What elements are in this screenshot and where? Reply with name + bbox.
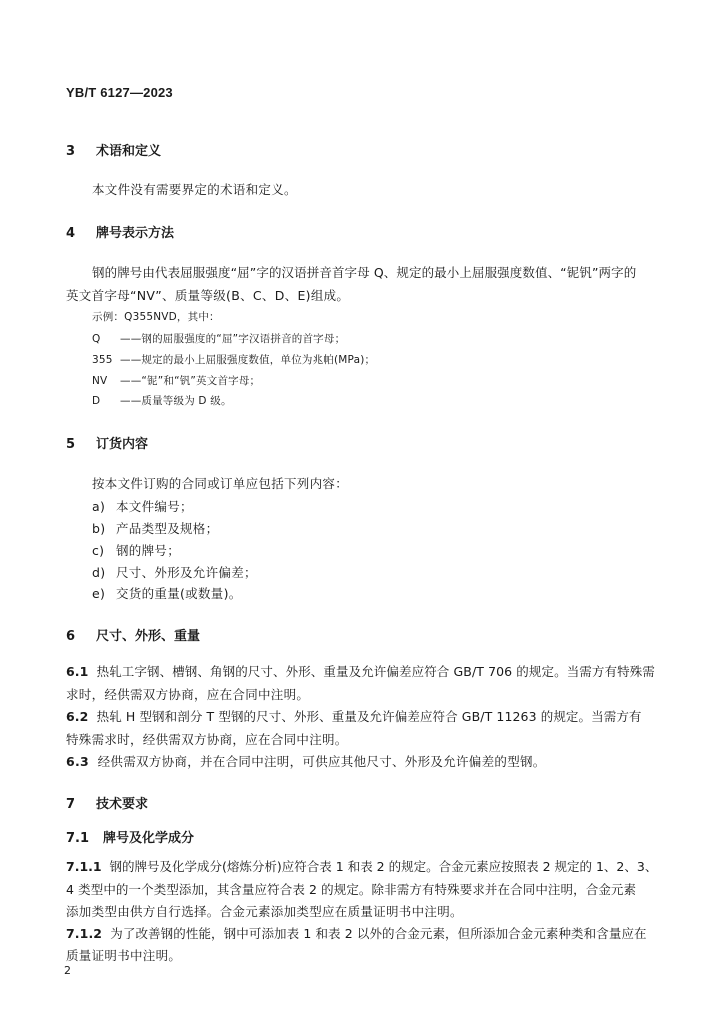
clause-7-1-1-line-3: 添加类型由供方自行选择。合金元素添加类型应在质量证明书中注明。 bbox=[66, 904, 463, 919]
example-key-row bbox=[92, 331, 345, 346]
list-item bbox=[92, 584, 242, 602]
section-6-heading bbox=[66, 625, 200, 644]
example-key-row bbox=[92, 373, 260, 388]
section-7-1-heading bbox=[66, 827, 194, 846]
section-3-text: 本文件没有需要界定的术语和定义。 bbox=[92, 182, 297, 197]
clause-7-1-1-line-1 bbox=[66, 857, 657, 875]
key-symbol: Q bbox=[92, 333, 101, 345]
clause-7-1-2-line-2: 质量证明书中注明。 bbox=[66, 948, 182, 963]
clause-7-1-2-line-1 bbox=[66, 924, 647, 942]
clause-text: 热轧 H 型钢和剖分 T 型钢的尺寸、外形、重量及允许偏差应符合 GB/T 11263 的规定。当需方有 bbox=[96, 709, 642, 724]
list-text: 本文件编号； bbox=[116, 499, 193, 514]
section-number: 7 bbox=[66, 797, 76, 812]
page-number: 2 bbox=[64, 964, 71, 977]
section-title: 订货内容 bbox=[96, 437, 149, 452]
section-number: 6 bbox=[66, 629, 76, 644]
order-intro: 按本文件订购的合同或订单应包括下列内容： bbox=[92, 476, 349, 491]
list-label: d) bbox=[92, 565, 106, 580]
clause-6-2-line-2: 特殊需求时，经供需双方协商，应在合同中注明。 bbox=[66, 732, 348, 747]
example-label: 示例：Q355NVD，其中： bbox=[92, 311, 220, 323]
subsection-number: 7.1 bbox=[66, 831, 90, 846]
section-number: 3 bbox=[66, 144, 76, 159]
section-title: 技术要求 bbox=[96, 797, 149, 812]
list-item bbox=[92, 541, 180, 559]
clause-text: 为了改善钢的性能，钢中可添加表 1 和表 2 以外的合金元素，但所添加合金元素种类和含量应在 bbox=[110, 926, 647, 941]
list-label: b) bbox=[92, 521, 106, 536]
standard-code: YB/T 6127—2023 bbox=[66, 85, 173, 100]
clause-text: 热轧工字钢、槽钢、角钢的尺寸、外形、重量及允许偏差应符合 GB/T 706 的规定。当需方有特殊需 bbox=[96, 664, 655, 679]
key-symbol: NV bbox=[92, 375, 108, 387]
list-text: 钢的牌号； bbox=[116, 543, 181, 558]
section-title: 尺寸、外形、重量 bbox=[96, 629, 201, 644]
clause-number: 6.2 bbox=[66, 709, 89, 724]
list-item bbox=[92, 563, 257, 581]
list-item bbox=[92, 497, 193, 515]
clause-number: 7.1.1 bbox=[66, 859, 102, 874]
list-label: a) bbox=[92, 499, 106, 514]
list-item bbox=[92, 519, 218, 537]
clause-number: 7.1.2 bbox=[66, 926, 103, 941]
section-title: 术语和定义 bbox=[96, 144, 162, 159]
list-label: c) bbox=[92, 543, 105, 558]
list-text: 产品类型及规格； bbox=[116, 521, 219, 536]
subsection-title: 牌号及化学成分 bbox=[103, 831, 195, 846]
section-number: 5 bbox=[66, 437, 76, 452]
section-7-heading bbox=[66, 793, 148, 812]
section-4-heading bbox=[66, 222, 174, 241]
clause-7-1-1-line-2: 4 类型中的一个类型添加，其含量应符合表 2 的规定。除非需方有特殊要求并在合同中注明，合金元素 bbox=[66, 882, 637, 897]
section-title: 牌号表示方法 bbox=[96, 226, 175, 241]
section-5-heading bbox=[66, 433, 148, 452]
section-4-para-line-1: 钢的牌号由代表屈服强度“屈”字的汉语拼音首字母 Q、规定的最小上屈服强度数值、“铌钒”两字的 bbox=[92, 265, 637, 280]
clause-number: 6.1 bbox=[66, 664, 89, 679]
key-description: ——质量等级为 D 级。 bbox=[120, 395, 232, 407]
key-description: ——规定的最小上屈服强度数值，单位为兆帕(MPa)； bbox=[120, 354, 376, 366]
list-label: e) bbox=[92, 586, 106, 601]
key-symbol: D bbox=[92, 395, 101, 407]
example-key-row bbox=[92, 352, 375, 367]
section-4-para-line-2: 英文首字母“NV”、质量等级(B、C、D、E)组成。 bbox=[66, 288, 350, 303]
key-symbol: 355 bbox=[92, 354, 113, 366]
clause-6-1-line-1 bbox=[66, 662, 655, 680]
list-text: 交货的重量(或数量)。 bbox=[116, 586, 242, 601]
key-description: ——“铌”和“钒”英文首字母； bbox=[120, 375, 261, 387]
clause-text: 钢的牌号及化学成分(熔炼分析)应符合表 1 和表 2 的规定。合金元素应按照表 2 规定的 1、2、3、 bbox=[109, 859, 658, 874]
clause-6-1-line-2: 求时，经供需双方协商，应在合同中注明。 bbox=[66, 687, 310, 702]
clause-number: 6.3 bbox=[66, 754, 90, 769]
key-description: ——钢的屈服强度的“屈”字汉语拼音的首字母； bbox=[120, 333, 346, 345]
clause-6-2-line-1 bbox=[66, 707, 642, 725]
clause-6-3 bbox=[66, 752, 546, 770]
section-3-heading bbox=[66, 140, 161, 159]
example-key-row bbox=[92, 393, 232, 408]
clause-text: 经供需双方协商，并在合同中注明，可供应其他尺寸、外形及允许偏差的型钢。 bbox=[97, 754, 546, 769]
list-text: 尺寸、外形及允许偏差； bbox=[116, 565, 257, 580]
section-number: 4 bbox=[66, 226, 76, 241]
